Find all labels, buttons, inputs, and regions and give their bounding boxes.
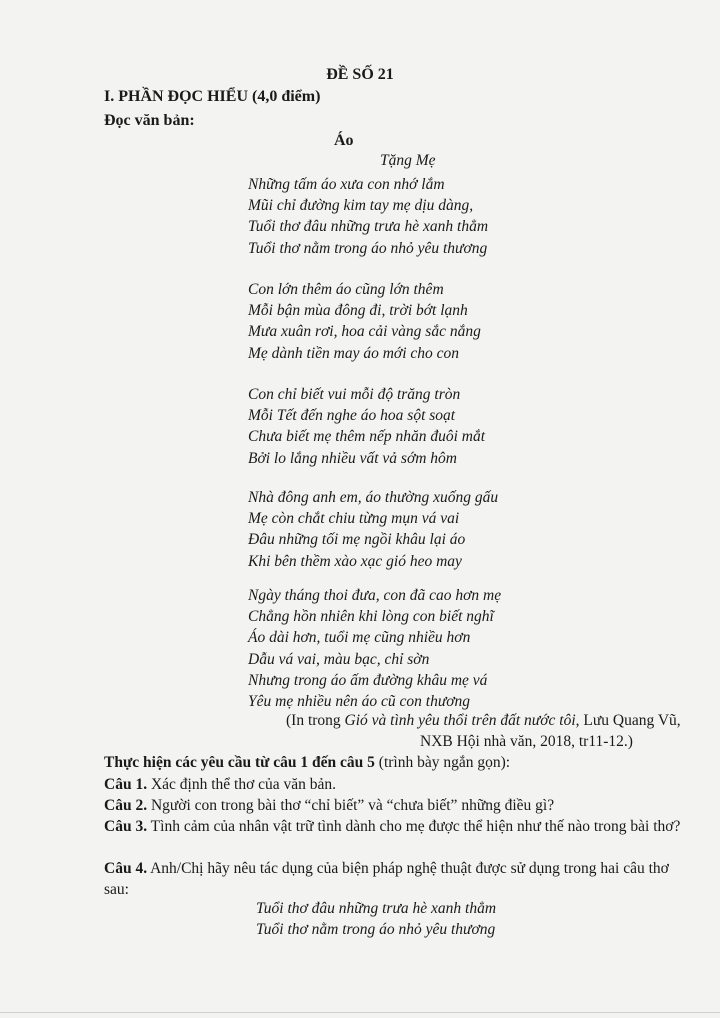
question-2 bbox=[104, 795, 684, 816]
poem-line: Mũi chỉ đường kim tay mẹ dịu dàng, bbox=[248, 197, 474, 215]
poem-line: Tuổi thơ nằm trong áo nhỏ yêu thương bbox=[248, 239, 488, 257]
question-text: Xác định thể thơ của văn bản. bbox=[147, 776, 337, 793]
poem-title: Áo bbox=[334, 132, 354, 149]
section-title: I. PHẦN ĐỌC HIỂU (4,0 điểm) bbox=[104, 88, 321, 105]
page-divider bbox=[0, 1012, 720, 1013]
poem-line: Yêu mẹ nhiều nên áo cũ con thương bbox=[248, 692, 471, 710]
poem-line: Mỗi bận mùa đông đi, trời bớt lạnh bbox=[248, 302, 468, 320]
instructions bbox=[104, 754, 510, 772]
source-prefix: (In trong bbox=[286, 712, 345, 729]
question-1 bbox=[104, 774, 684, 795]
question-label: Câu 1. bbox=[104, 776, 148, 793]
poem-line: Mưa xuân rơi, hoa cải vàng sắc nắng bbox=[248, 323, 481, 341]
poem-line: Khi bên thềm xào xạc gió heo may bbox=[248, 552, 462, 570]
question-label: Câu 4. bbox=[104, 860, 148, 877]
question-4 bbox=[104, 858, 684, 900]
poem-stanza-1 bbox=[248, 174, 668, 259]
poem-line: Chưa biết mẹ thêm nếp nhăn đuôi mắt bbox=[248, 428, 486, 446]
poem-stanza-2 bbox=[248, 279, 668, 364]
poem-stanza-3 bbox=[248, 384, 668, 469]
poem-source-publisher: NXB Hội nhà văn, 2018, tr11-12.) bbox=[420, 733, 633, 750]
question-label: Câu 3. bbox=[104, 818, 148, 835]
read-label: Đọc văn bản: bbox=[104, 112, 195, 129]
poem-line: Tuổi thơ đâu những trưa hè xanh thẳm bbox=[248, 218, 489, 236]
poem-line: Bởi lo lắng nhiều vất vả sớm hôm bbox=[248, 449, 457, 467]
quoted-line-1: Tuổi thơ đâu những trưa hè xanh thẳm bbox=[256, 900, 497, 917]
instructions-normal: (trình bày ngắn gọn): bbox=[374, 754, 511, 771]
poem-line: Mỗi Tết đến nghe áo hoa sột soạt bbox=[248, 407, 456, 425]
poem-line: Con chỉ biết vui mỗi độ trăng tròn bbox=[248, 386, 461, 403]
question-text: Người con trong bài thơ “chỉ biết” và “chưa biết” những điều gì? bbox=[147, 797, 555, 814]
poem-line: Con lớn thêm áo cũng lớn thêm bbox=[248, 281, 444, 298]
question-3 bbox=[104, 816, 684, 837]
poem-line: Mẹ còn chắt chiu từng mụn vá vai bbox=[248, 510, 460, 528]
instructions-bold: Thực hiện các yêu cầu từ câu 1 đến câu 5 bbox=[104, 754, 375, 771]
question-text: Anh/Chị hãy nêu tác dụng của biện pháp nghệ thuật được sử dụng trong hai câu thơ sau: bbox=[104, 860, 669, 898]
poem-source bbox=[286, 712, 681, 730]
poem-line: Nhưng trong áo ấm đường khâu mẹ vá bbox=[248, 671, 488, 689]
exam-title: ĐỀ SỐ 21 bbox=[326, 66, 394, 83]
poem-line: Áo dài hơn, tuổi mẹ cũng nhiều hơn bbox=[248, 629, 471, 647]
poem-line: Đâu những tối mẹ ngồi khâu lại áo bbox=[248, 531, 466, 549]
poem-line: Ngày tháng thoi đưa, con đã cao hơn mẹ bbox=[248, 587, 502, 604]
question-label: Câu 2. bbox=[104, 797, 148, 814]
source-book: Gió và tình yêu thổi trên đất nước tôi bbox=[344, 712, 576, 729]
poem-stanza-4 bbox=[248, 487, 668, 572]
poem-stanza-5 bbox=[248, 585, 668, 712]
poem-dedication: Tặng Mẹ bbox=[380, 152, 436, 169]
quoted-line-2: Tuổi thơ nằm trong áo nhỏ yêu thương bbox=[256, 921, 496, 938]
poem-line: Mẹ dành tiền may áo mới cho con bbox=[248, 344, 460, 362]
poem-line: Chẳng hồn nhiên khi lòng con biết nghĩ bbox=[248, 608, 494, 626]
poem-line: Những tấm áo xưa con nhớ lắm bbox=[248, 176, 445, 193]
question-text: Tình cảm của nhân vật trữ tình dành cho mẹ được thể hiện như thế nào trong bài thơ? bbox=[147, 818, 681, 835]
poem-line: Dẫu vá vai, màu bạc, chỉ sờn bbox=[248, 650, 430, 668]
poem-line: Nhà đông anh em, áo thường xuống gấu bbox=[248, 489, 499, 506]
source-author: , Lưu Quang Vũ, bbox=[575, 712, 681, 729]
